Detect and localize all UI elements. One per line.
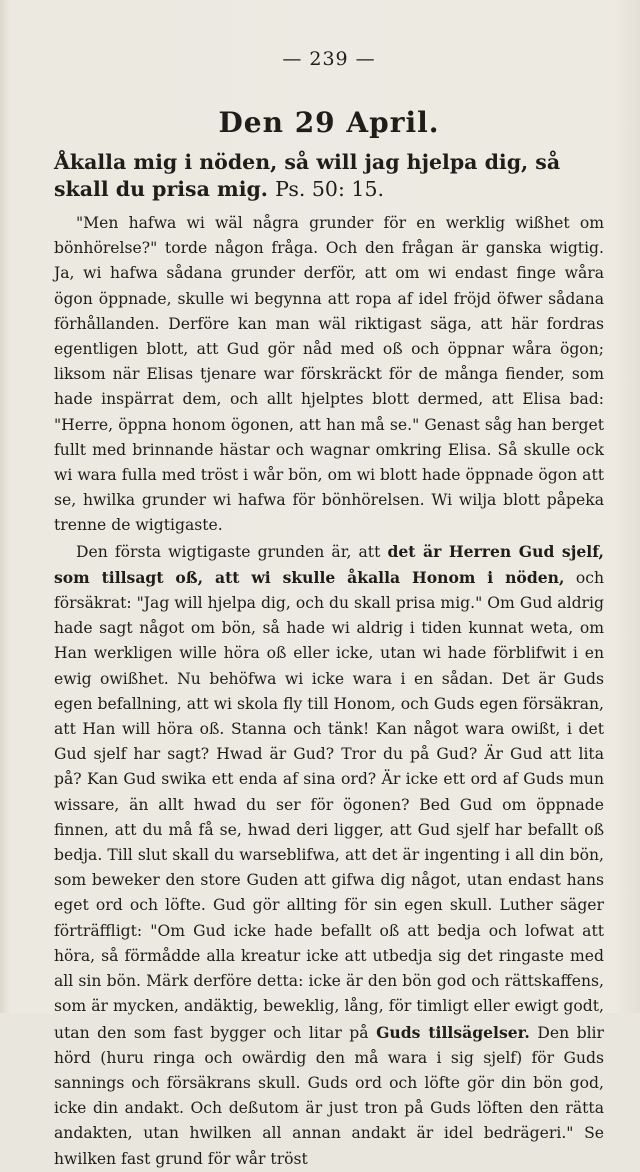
body-text bbox=[54, 211, 604, 1172]
scripture-reference: Ps. 50: 15. bbox=[275, 177, 384, 201]
page-title: Den 29 April. bbox=[218, 106, 440, 139]
subtitle-text: Åkalla mig i nöden, så will jag hjelpa dig, så skall du prisa mig. bbox=[54, 150, 561, 201]
paragraph-2-text-c: Den blir hörd (huru ringa och owärdig den må wara i sig sjelf) för Guds sannings och försäkrans skull. Guds ord och löfte gör din bön god, icke din andakt. Och deßutom är just tron på Guds löften den rätta andakten, utan hwilken all annan andakt är idel bedrägeri." Se hwilken fast grund för wår tröst bbox=[54, 1023, 604, 1168]
paragraph-2 bbox=[54, 539, 604, 1172]
paragraph-2-text-b: och försäkrat: "Jag will hjelpa dig, och du skall prisa mig." Om Gud aldrig hade sagt något om bön, så hade wi aldrig i tiden kunnat weta, om Han werkligen wille höra oß eller icke, utan wi hade förblifwit i en ewig owißhet. Nu behöfwa wi icke wara i en sådan. Det är Guds egen befallning, att wi skola fly till Honom, och Guds egen försäkran, att Han will höra oß. Stanna och tänk! Kan något wara owißt, i det Gud sjelf har sagt? Hwad är Gud? Tror du på Gud? Är Gud att lita på? Kan Gud swika ett enda af sina ord? Är icke ett ord af Guds mun wissare, än allt hwad du ser för ögonen? Bed Gud om öppnade finnen, att du må få se, hwad deri ligger, att Gud sjelf har befallt oß bedja. Till slut skall du warseblifwa, att det är ingenting i all din bön, som beweker den store Guden att gifwa dig något, utan endast hans eget ord och löfte. Gud gör allting för sin egen skull. Luther säger förträffligt: "Om Gud icke hade befallt oß att bedja och lofwat att höra, så förmådde alla kreatur icke att utbedja sig det ringaste med all sin bön. Märk derföre detta: icke är den bön god och rättskaffens, som är mycken, andäktig, beweklig, lång, för timligt eller ewigt godt, utan den som fast bygger och litar på bbox=[54, 568, 604, 1042]
paragraph-2-text-a: Den första wigtigaste grunden är, att bbox=[76, 542, 388, 561]
paragraph-2-emphasis-b: Guds tillsägelser. bbox=[376, 1022, 530, 1042]
paragraph-1-text: "Men hafwa wi wäl några grunder för en werklig wißhet om bönhörelse?" torde någon fråga. Och den frågan är ganska wigtig. Ja, wi hafwa sådana grunder derför, att om wi endast finge wåra ögon öppnade, skulle wi begynna att ropa af idel fröjd öfwer sådana förhållanden. Derföre kan man wäl riktigast säga, att här fordras egentligen blott, att Gud gör nåd med oß och öppnar wåra ögon; liksom när Elisas tjenare war förskräckt för de många fiender, som hade inspärrat dem, och allt hjelptes blott dermed, att Elisa bad: "Herre, öppna honom ögonen, att han må se." Genast såg han berget fullt med brinnande hästar och wagnar omkring Elisa. Så skulle ock wi wara fulla med tröst i wår bön, om wi blott hade öppnade ögon att se, hwilka grunder wi hafwa för bönhörelsen. Wi wilja blott påpeka trenne de wigtigaste. bbox=[54, 214, 604, 535]
paragraph-1 bbox=[54, 211, 604, 539]
paragraph-2-emphasis-a: det är Herren Gud sjelf, som tillsagt oß, att wi skulle åkalla Honom i nöden, bbox=[54, 541, 604, 587]
subtitle bbox=[54, 149, 604, 203]
page-number: — 239 — bbox=[282, 48, 376, 70]
